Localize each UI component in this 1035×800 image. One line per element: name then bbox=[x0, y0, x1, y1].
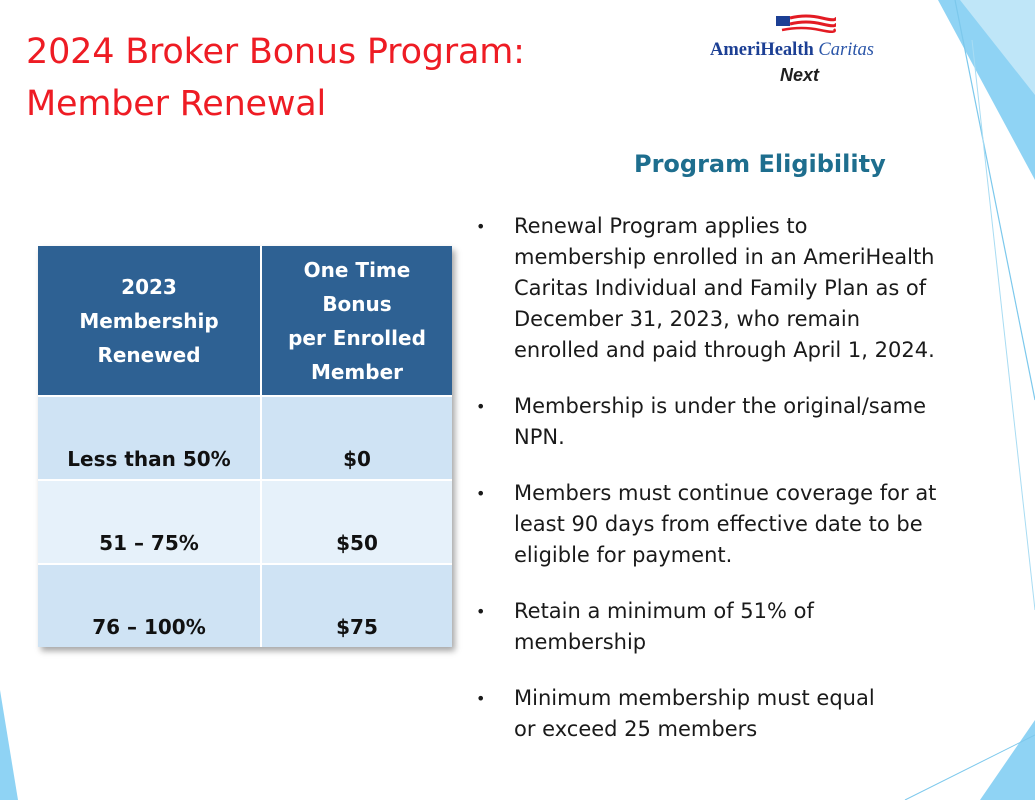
table-row bbox=[38, 480, 452, 564]
header-line: Bonus bbox=[322, 291, 392, 316]
cell-range: 76 – 100% bbox=[38, 564, 261, 647]
table-row bbox=[38, 564, 452, 647]
logo-name-italic: Caritas bbox=[818, 40, 874, 60]
bullet-icon: • bbox=[476, 484, 486, 503]
eligibility-list bbox=[474, 211, 994, 745]
bullet-line: Membership is under the original/same bbox=[514, 394, 926, 418]
bullet-line: enrolled and paid through April 1, 2024. bbox=[514, 338, 935, 362]
header-line: Membership bbox=[79, 308, 219, 333]
bullet-icon: • bbox=[476, 397, 486, 416]
flag-icon bbox=[776, 14, 836, 38]
header-membership-renewed bbox=[38, 246, 261, 396]
cell-bonus: $0 bbox=[261, 396, 452, 480]
logo-name-bold: AmeriHealth bbox=[710, 40, 814, 60]
bullet-line: or exceed 25 members bbox=[514, 717, 758, 741]
bullet-icon: • bbox=[476, 217, 486, 236]
bullet-icon: • bbox=[476, 602, 486, 621]
slide-title bbox=[26, 26, 525, 130]
list-item bbox=[474, 211, 994, 366]
bullet-line: NPN. bbox=[514, 425, 565, 449]
bullet-line: Caritas Individual and Family Plan as of bbox=[514, 276, 927, 300]
header-line: One Time bbox=[303, 257, 411, 282]
list-item bbox=[474, 391, 994, 453]
bullet-line: December 31, 2023, who remain bbox=[514, 307, 861, 331]
company-logo bbox=[710, 12, 910, 92]
logo-tagline: Next bbox=[780, 65, 820, 85]
cell-range: 51 – 75% bbox=[38, 480, 261, 564]
bullet-line: eligible for payment. bbox=[514, 543, 733, 567]
header-bonus bbox=[261, 246, 452, 396]
bonus-table bbox=[38, 246, 452, 647]
cell-bonus: $75 bbox=[261, 564, 452, 647]
list-item bbox=[474, 596, 994, 658]
table-row bbox=[38, 396, 452, 480]
header-line: 2023 bbox=[121, 274, 177, 299]
bullet-line: Members must continue coverage for at bbox=[514, 481, 937, 505]
header-line: Renewed bbox=[97, 342, 201, 367]
table-header-row bbox=[38, 246, 452, 396]
list-item bbox=[474, 478, 994, 571]
bullet-line: Renewal Program applies to bbox=[514, 214, 808, 238]
bullet-line: Retain a minimum of 51% of bbox=[514, 599, 814, 623]
bullet-icon: • bbox=[476, 689, 486, 708]
bullet-line: membership enrolled in an AmeriHealth bbox=[514, 245, 935, 269]
bullet-line: least 90 days from effective date to be bbox=[514, 512, 923, 536]
header-line: Member bbox=[310, 359, 404, 384]
bullet-line: membership bbox=[514, 630, 647, 654]
slide-title-line2: Member Renewal bbox=[26, 84, 327, 124]
slide-title-line1: 2024 Broker Bonus Program: bbox=[26, 32, 525, 72]
cell-range: Less than 50% bbox=[38, 396, 261, 480]
bullet-line: Minimum membership must equal bbox=[514, 686, 875, 710]
bonus-table-container bbox=[38, 246, 452, 647]
header-line: per Enrolled bbox=[288, 325, 426, 350]
logo-wordmark bbox=[710, 40, 874, 61]
eligibility-title: Program Eligibility bbox=[634, 150, 886, 178]
list-item bbox=[474, 683, 994, 745]
bottom-left-accent-shape bbox=[0, 690, 18, 800]
cell-bonus: $50 bbox=[261, 480, 452, 564]
